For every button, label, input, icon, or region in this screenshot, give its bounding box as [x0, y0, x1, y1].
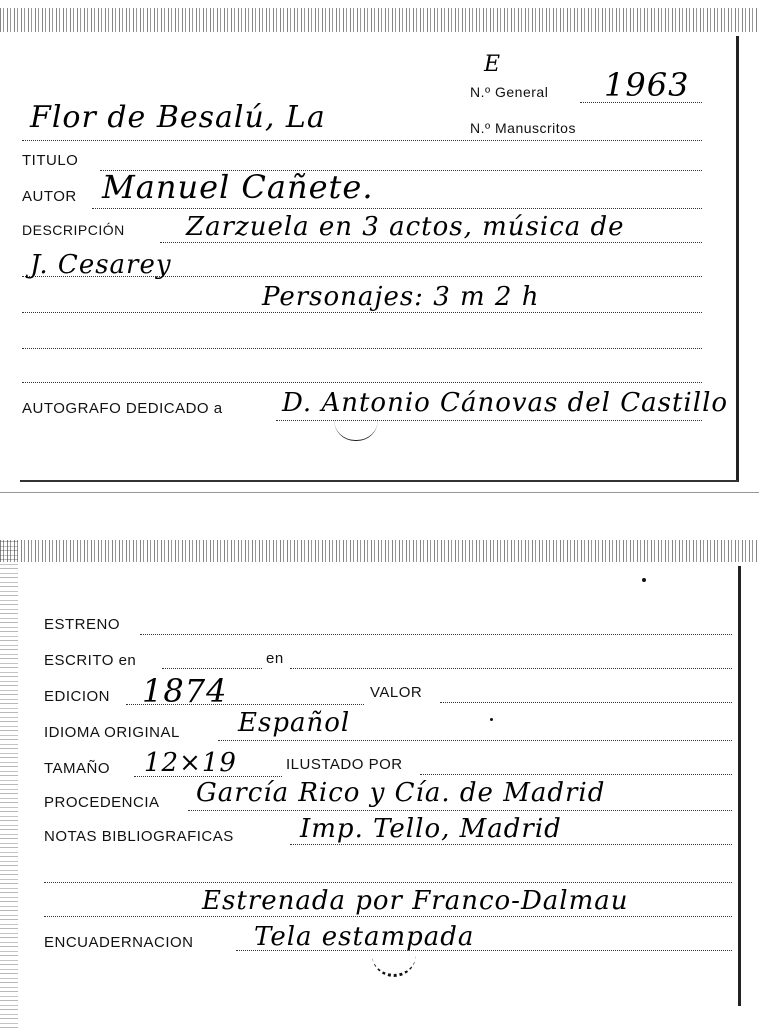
title-handwritten: Flor de Besalú, La	[30, 100, 326, 135]
descripcion-value-1: Zarzuela en 3 actos, música de	[186, 212, 625, 242]
idioma-value: Español	[238, 708, 351, 738]
no-general-value: 1963	[604, 66, 690, 104]
catalog-card-front	[0, 0, 759, 492]
edicion-value: 1874	[142, 672, 228, 710]
ilustrado-label: ILUSTADO POR	[286, 756, 403, 773]
encuadernacion-label: ENCUADERNACION	[44, 934, 194, 951]
procedencia-label: PROCEDENCIA	[44, 794, 160, 811]
descripcion-label: DESCRIPCIÓN	[22, 222, 125, 238]
card-frame-bottom	[20, 480, 738, 482]
escrito-en-label: en	[266, 650, 284, 667]
tamano-value: 12×19	[144, 748, 237, 778]
escrito-label: ESCRITO en	[44, 652, 137, 669]
card-frame-right	[736, 36, 739, 482]
autor-label: AUTOR	[22, 188, 77, 205]
edicion-label: EDICION	[44, 688, 111, 705]
card-separator	[0, 492, 759, 493]
descripcion-value-2: J. Cesarey	[30, 250, 172, 280]
titulo-label: TITULO	[22, 152, 79, 169]
catalog-card-back	[0, 538, 759, 1028]
estrenada-value: Estrenada por Franco-Dalmau	[202, 886, 629, 916]
speck	[490, 718, 493, 721]
valor-label: VALOR	[370, 684, 423, 701]
procedencia-value: García Rico y Cía. de Madrid	[196, 778, 606, 808]
estreno-label: ESTRENO	[44, 616, 121, 633]
encuadernacion-value: Tela estampada	[254, 922, 475, 952]
scan-edge-noise	[0, 540, 759, 562]
autor-value: Manuel Cañete.	[102, 168, 374, 206]
card-frame-right	[738, 566, 741, 1006]
notas-value: Imp. Tello, Madrid	[300, 814, 562, 844]
idioma-label: IDIOMA ORIGINAL	[44, 724, 180, 741]
ink-mark	[372, 940, 416, 977]
manuscritos-label: N.º Manuscritos	[470, 120, 576, 136]
autografo-value: D. Antonio Cánovas del Castillo	[282, 388, 729, 418]
personajes-value: Personajes: 3 m 2 h	[262, 282, 540, 312]
notas-label: NOTAS BIBLIOGRAFICAS	[44, 828, 234, 845]
speck	[642, 578, 646, 582]
scan-side-noise	[0, 538, 18, 1028]
autografo-label: AUTOGRAFO DEDICADO a	[22, 400, 223, 417]
scan-edge-noise	[0, 8, 759, 32]
tamano-label: TAMAÑO	[44, 760, 111, 777]
no-general-label: N.º General	[470, 84, 549, 100]
general-letter: E	[484, 52, 502, 77]
ink-mark	[334, 420, 378, 441]
